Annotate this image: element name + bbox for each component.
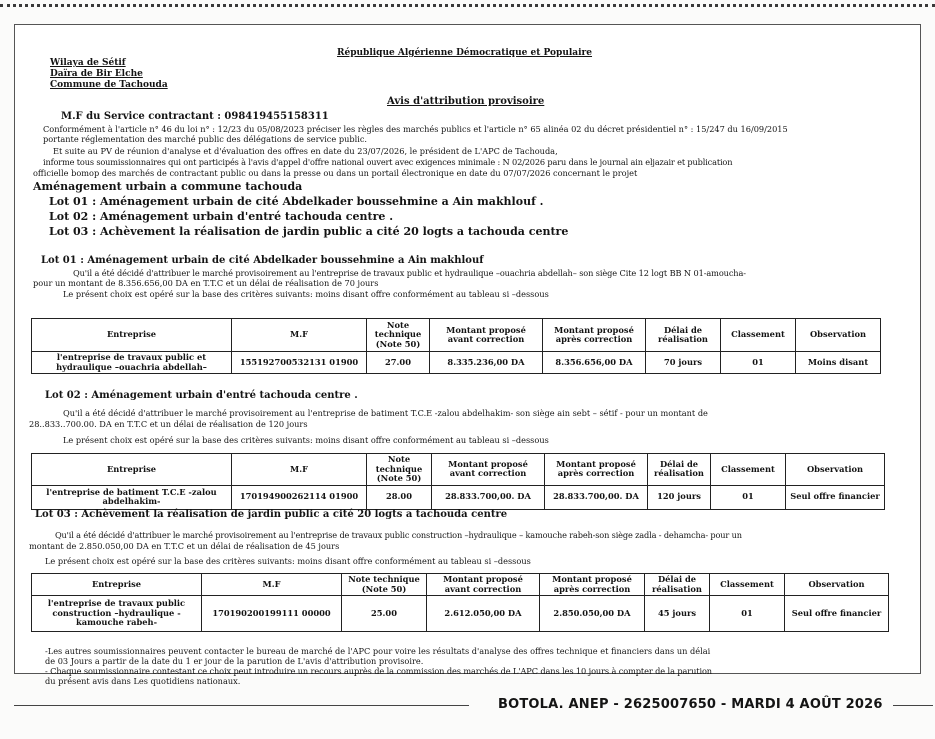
- table-cell: 155192700532131 01900: [232, 352, 367, 374]
- table-header: Montant proposé avant correction: [432, 454, 545, 486]
- intro-line: Et suite au PV de réunion d'analyse et d'évaluation des offres en date du 23/07/2026, le président de L'APC de Tachouda,: [53, 146, 558, 156]
- table-cell: 28.833.700,00. DA: [545, 485, 648, 509]
- table-cell: 170194900262114 01900: [232, 485, 367, 509]
- table-cell: 170190200199111 00000: [202, 596, 342, 632]
- table-cell: 8.356.656,00 DA: [543, 352, 646, 374]
- intro-line: portante réglementation des marché public des délégations de service public.: [43, 134, 368, 144]
- notice-title: Avis d'attribution provisoire: [387, 96, 545, 107]
- lot-choice: Le présent choix est opéré sur la base des critères suivants: moins disant offre conformément au tableau si –dessous: [45, 556, 531, 566]
- table-header-row: [32, 454, 885, 486]
- lot-decision: Qu'il a été décidé d'attribuer le marché provisoirement au l'entreprise de batiment T.C.E -zalou abdelhakim- son siège ain sebt – sétif - pour un montant de: [63, 408, 708, 418]
- lot-decision: montant de 2.850.050,00 DA en T.T.C et un délai de réalisation de 45 jours: [29, 541, 340, 551]
- table-header: Entreprise: [32, 454, 232, 486]
- table-header: M.F: [202, 574, 342, 596]
- table-header: Délai de réalisation: [648, 454, 711, 486]
- table-header: Montant proposé avant correction: [427, 574, 540, 596]
- table-cell: 28.833.700,00. DA: [432, 485, 545, 509]
- table-cell: 70 jours: [646, 352, 721, 374]
- lot3-table: [31, 573, 889, 632]
- table-cell: 01: [710, 596, 785, 632]
- republic-title: République Algérienne Démocratique et Populaire: [337, 48, 593, 58]
- table-header: M.F: [232, 319, 367, 352]
- note-line: - Chaque soumissionnaire contestant ce choix peut introduire un recours auprès de la commission des marchés de L'APC dans les 10 jours à compter de la parution: [45, 666, 712, 676]
- table-cell: 8.335.236,00 DA: [430, 352, 543, 374]
- lot-choice: Le présent choix est opéré sur la base des critères suivants: moins disant offre conformément au tableau si –dessous: [63, 435, 549, 445]
- lot-decision: Qu'il a été décidé d'attribuer le marché provisoirement au l'entreprise de travaux public construction –hydraulique – kamouche rabeh-son siège zadla - dehamcha- pour un: [55, 530, 742, 540]
- table-header: Montant proposé après correction: [543, 319, 646, 352]
- table-cell: 2.850.050,00 DA: [540, 596, 645, 632]
- intro-line: informe tous soumissionnaires qui ont participés à l'avis d'appel d'offre national ouvert avec exigences minimale : N 02/2026 paru dans le journal ain eljazair et publication: [43, 157, 733, 167]
- table-header: M.F: [232, 454, 367, 486]
- footer-rule-right: [893, 705, 933, 706]
- table-header: Observation: [786, 454, 885, 486]
- table-header: Délai de réalisation: [646, 319, 721, 352]
- notice-frame: [14, 24, 921, 686]
- table-header: Note technique (Note 50): [342, 574, 427, 596]
- table-cell: 120 jours: [648, 485, 711, 509]
- table-row: [32, 352, 881, 374]
- lot-heading: Lot 02 : Aménagement urbain d'entré tachouda centre .: [45, 390, 358, 401]
- service-mf: M.F du Service contractant : 098419455158311: [61, 111, 329, 122]
- table-cell: Seul offre financier: [786, 485, 885, 509]
- table-cell: Moins disant: [796, 352, 881, 374]
- lot-decision: 28..833..700.00. DA en T.T.C et un délai de réalisation de 120 jours: [29, 419, 308, 429]
- table-cell: 25.00: [342, 596, 427, 632]
- table-cell: 27.00: [367, 352, 430, 374]
- table-header: Note technique (Note 50): [367, 454, 432, 486]
- lot-summary: Lot 03 : Achèvement la réalisation de jardin public a cité 20 logts a tachouda centre: [49, 225, 569, 238]
- table-cell: l'entreprise de batiment T.C.E -zalou abdelhakim-: [32, 485, 232, 509]
- table-cell: l'entreprise de travaux public et hydraulique –ouachria abdellah–: [32, 352, 232, 374]
- table-header: Note technique (Note 50): [367, 319, 430, 352]
- lot-choice: Le présent choix est opéré sur la base des critères suivants: moins disant offre conformément au tableau si –dessous: [63, 289, 549, 299]
- table-cell: l'entreprise de travaux public construction –hydraulique -kamouche rabeh-: [32, 596, 202, 632]
- footer-rule-left: [14, 705, 469, 706]
- lot-decision: Qu'il a été décidé d'attribuer le marché provisoirement au l'entreprise de travaux public et hydraulique –ouachria abdellah– son siège Cite 12 logt BB N 01-amoucha-: [73, 268, 746, 278]
- table-cell: 01: [721, 352, 796, 374]
- note-line: -Les autres soumissionnaires peuvent contacter le bureau de marché de l'APC pour voire les résultats d'analyse des offres technique et financiers dans un délai: [45, 646, 711, 656]
- table-header: Montant proposé après correction: [545, 454, 648, 486]
- table-cell: 2.612.050,00 DA: [427, 596, 540, 632]
- table-cell: 01: [711, 485, 786, 509]
- project-title: Aménagement urbain a commune tachouda: [33, 180, 303, 193]
- table-header: Observation: [796, 319, 881, 352]
- table-header: Montant proposé avant correction: [430, 319, 543, 352]
- table-row: [32, 596, 889, 632]
- table-header: Classement: [721, 319, 796, 352]
- wilaya-label: Wilaya de Sétif: [50, 58, 126, 68]
- table-header-row: [32, 319, 881, 352]
- lot-decision: pour un montant de 8.356.656,00 DA en T.T.C et un délai de réalisation de 70 jours: [33, 278, 379, 288]
- table-header: Entreprise: [32, 574, 202, 596]
- table-header: Entreprise: [32, 319, 232, 352]
- lot1-table: [31, 318, 881, 374]
- table-header: Classement: [710, 574, 785, 596]
- note-line: du présent avis dans Les quotidiens nationaux.: [45, 676, 241, 686]
- table-cell: 28.00: [367, 485, 432, 509]
- lot-heading: Lot 03 : Achèvement la réalisation de jardin public a cité 20 logts a tachouda centre: [35, 509, 508, 520]
- lot-summary: Lot 01 : Aménagement urbain de cité Abdelkader boussehmine a Ain makhlouf .: [49, 195, 544, 208]
- lot2-table: [31, 453, 885, 510]
- table-header: Délai de réalisation: [645, 574, 710, 596]
- table-header: Montant proposé après correction: [540, 574, 645, 596]
- table-header: Classement: [711, 454, 786, 486]
- intro-line: officielle bomop des marchés de contractant public ou dans la presse ou dans un portail électronique en date du 07/07/2026 concernant le projet: [33, 168, 638, 178]
- table-cell: Seul offre financier: [785, 596, 889, 632]
- note-line: de 03 Jours a partir de la date du 1 er jour de la parution de L'avis d'attribution provisoire.: [45, 656, 424, 666]
- intro-line: Conformément à l'article n° 46 du loi n° : 12/23 du 05/08/2023 préciser les règles des marchés publics et l'article n° 65 alinéa 02 du décret présidentiel n° : 15/247 du 16/09/2015: [43, 124, 788, 134]
- table-row: [32, 485, 885, 509]
- table-cell: 45 jours: [645, 596, 710, 632]
- footer-publication: BOTOLA. ANEP - 2625007650 - MARDI 4 AOÛT 2026: [498, 697, 883, 712]
- table-header: Observation: [785, 574, 889, 596]
- daira-label: Daïra de Bir Elche: [50, 69, 143, 79]
- table-header-row: [32, 574, 889, 596]
- lot-summary: Lot 02 : Aménagement urbain d'entré tachouda centre .: [49, 210, 394, 223]
- top-dotted-border: [0, 4, 935, 13]
- commune-label: Commune de Tachouda: [50, 80, 168, 90]
- lot-heading: Lot 01 : Aménagement urbain de cité Abdelkader boussehmine a Ain makhlouf: [41, 255, 484, 266]
